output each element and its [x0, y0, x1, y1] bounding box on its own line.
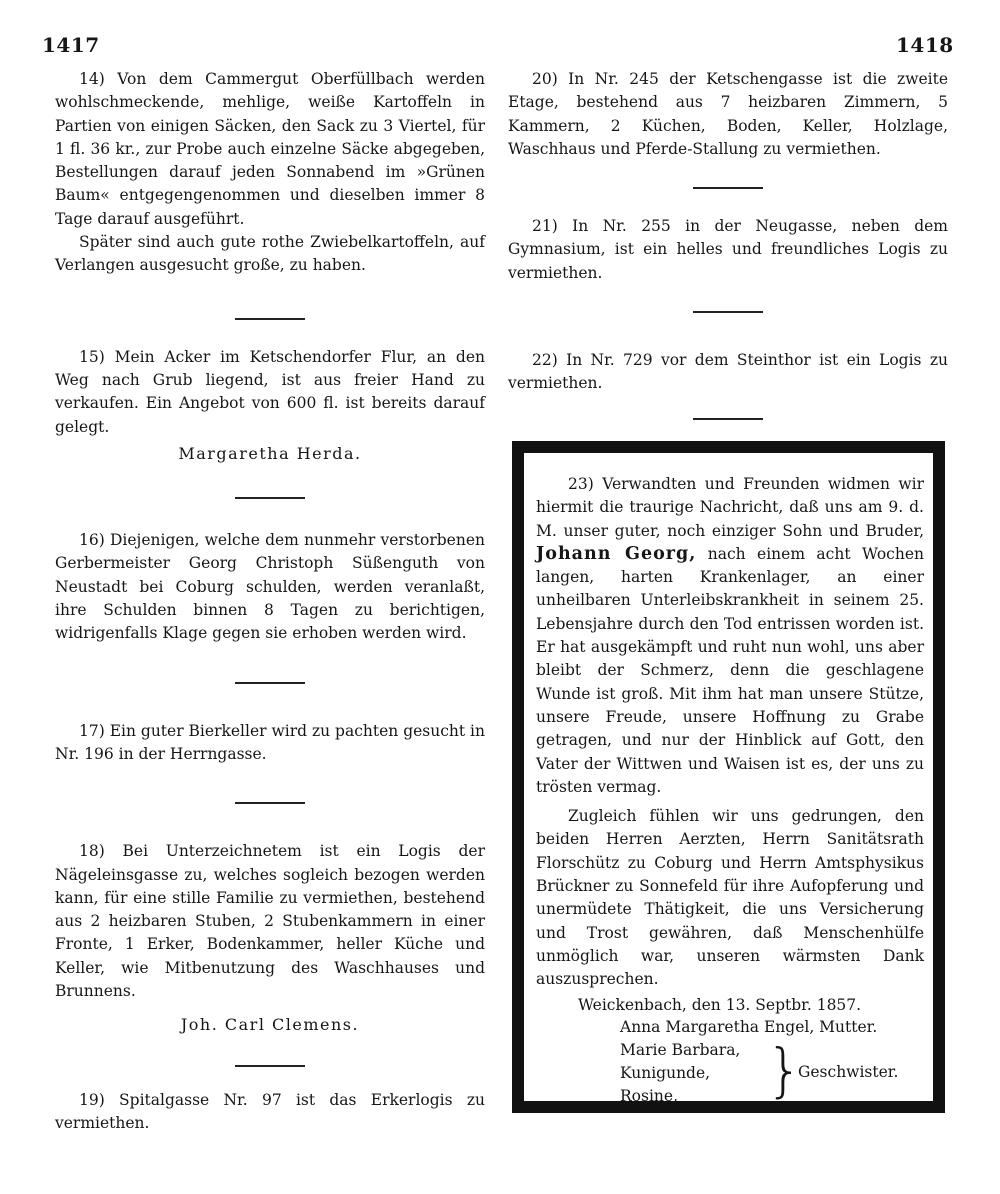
signature: Margaretha Herda.	[178, 443, 362, 463]
obituary-body: nach einem acht Wochen langen, harten Krankenlager, an einer unheilbaren Unterleibskrankheit in seinem 25. Lebensjahre durch den Tod entrissen worden ist. Er hat ausgekämpft und ruht nun wohl, uns aber bleibt der Schmerz, denn die geschlagene Wunde ist groß. Mit ihm hat man unsere Stütze, unsere Freude, unsere Hoffnung zu Grabe getragen, und nur der Hinblick auf Gott, den Vater der Wittwen und Waisen ist es, der uns zu trösten vermag.	[536, 544, 924, 796]
advertisement-20	[508, 68, 948, 161]
obituary-paragraph	[536, 473, 924, 799]
ad-paragraph: 20) In Nr. 245 der Ketschengasse ist die zweite Etage, bestehend aus 7 heizbaren Zimmern, 5 Kammern, 2 Küchen, Boden, Keller, Holzlage, Waschhaus und Pferde-Stallung zu vermiethen.	[508, 70, 948, 158]
ad-paragraph: Später sind auch gute rothe Zwiebelkartoffeln, auf Verlangen ausgesucht große, zu haben.	[55, 233, 485, 275]
ad-paragraph: 17) Ein guter Bierkeller wird zu pachten gesucht in Nr. 196 in der Herrngasse.	[55, 721, 485, 763]
advertisement-14	[55, 68, 485, 278]
brace-icon: }	[766, 1035, 803, 1104]
ad-paragraph: 18) Bei Unterzeichnetem ist ein Logis der Nägeleinsgasse zu, welches sogleich bezogen werden kann, für eine stille Familie zu vermiethen, bestehend aus 2 heizbaren Stuben, 2 Stubenkammern in einer Fronte, 1 Erker, Bodenkammer, heller Küche und Keller, wie Mitbenutzung des Waschhauses und Brunnens.	[55, 842, 485, 1001]
ad-paragraph: 19) Spitalgasse Nr. 97 ist das Erkerlogis zu vermiethen.	[55, 1090, 485, 1132]
ad-paragraph: 14) Von dem Cammergut Oberfüllbach werden wohlschmeckende, mehlige, weiße Kartoffeln in Partien von einigen Säcken, den Sack zu 3 Viertel, für 1 fl. 36 kr., zur Probe auch einzelne Säcke abgegeben, Bestellungen darauf jeden Sonnabend im »Grünen Baum« entgegengenommen und dieselben immer 8 Tage darauf ausgeführt.	[55, 70, 485, 228]
advertisement-22	[508, 349, 948, 396]
advertisement-15	[55, 346, 485, 465]
advertisement-21	[508, 215, 948, 285]
sibling-name: Kunigunde,	[620, 1063, 711, 1082]
siblings-list	[620, 1039, 740, 1108]
right-column	[508, 68, 948, 420]
ad-paragraph: 22) In Nr. 729 vor dem Steinthor ist ein Logis zu vermiethen.	[508, 351, 948, 393]
advertisement-18	[55, 840, 485, 1036]
page-number-right: 1418	[896, 33, 954, 57]
ad-paragraph: 15) Mein Acker im Ketschendorfer Flur, an den Weg nach Grub liegend, ist aus freier Hand zu verkaufen. Ein Angebot von 600 fl. ist bereits darauf gelegt.	[55, 347, 485, 436]
obituary-signers	[536, 1016, 924, 1106]
siblings-label: Geschwister.	[798, 1062, 899, 1081]
signer-mother: Anna Margaretha Engel, Mutter.	[620, 1017, 878, 1036]
sibling-name: Marie Barbara,	[620, 1040, 741, 1059]
ad-paragraph: 16) Diejenigen, welche dem nunmehr verstorbenen Gerbermeister Georg Christoph Süßenguth von Neustadt bei Coburg schulden, werden veranlaßt, ihre Schulden binnen 8 Tagen zu berichtigen, widrigenfalls Klage gegen sie erhoben werden wird.	[55, 531, 485, 643]
deceased-name: Johann Georg,	[536, 543, 697, 564]
advertisement-16	[55, 529, 485, 645]
advertisement-19	[55, 1089, 485, 1136]
advertisement-17	[55, 720, 485, 767]
obituary-date-line: Weickenbach, den 13. Septbr. 1857.	[578, 995, 862, 1014]
left-column	[55, 68, 485, 1135]
signature: Joh. Carl Clemens.	[180, 1015, 360, 1035]
obituary-intro: 23) Verwandten und Freunden widmen wir hiermit die traurige Nachricht, daß uns am 9. d. M. unser guter, noch einziger Sohn und Bruder,	[536, 475, 924, 540]
obituary-thanks: Zugleich fühlen wir uns gedrungen, den beiden Herren Aerzten, Herrn Sanitätsrath Florschütz zu Coburg und Herrn Amtsphysikus Brückner zu Sonnefeld für ihre Aufopferung und unermüdete Thätigkeit, die uns Versicherung und Trost gewähren, daß Menschenhülfe unmöglich war, unseren wärmsten Dank auszusprechen.	[536, 807, 924, 989]
separator-rule	[693, 418, 763, 420]
obituary-notice	[512, 441, 945, 1113]
ad-paragraph: 21) In Nr. 255 in der Neugasse, neben dem Gymnasium, ist ein helles und freundliches Logis zu vermiethen.	[508, 217, 948, 282]
sibling-name: Rosine,	[620, 1086, 678, 1105]
obituary-text	[536, 473, 924, 992]
page-number-left: 1417	[42, 33, 100, 57]
